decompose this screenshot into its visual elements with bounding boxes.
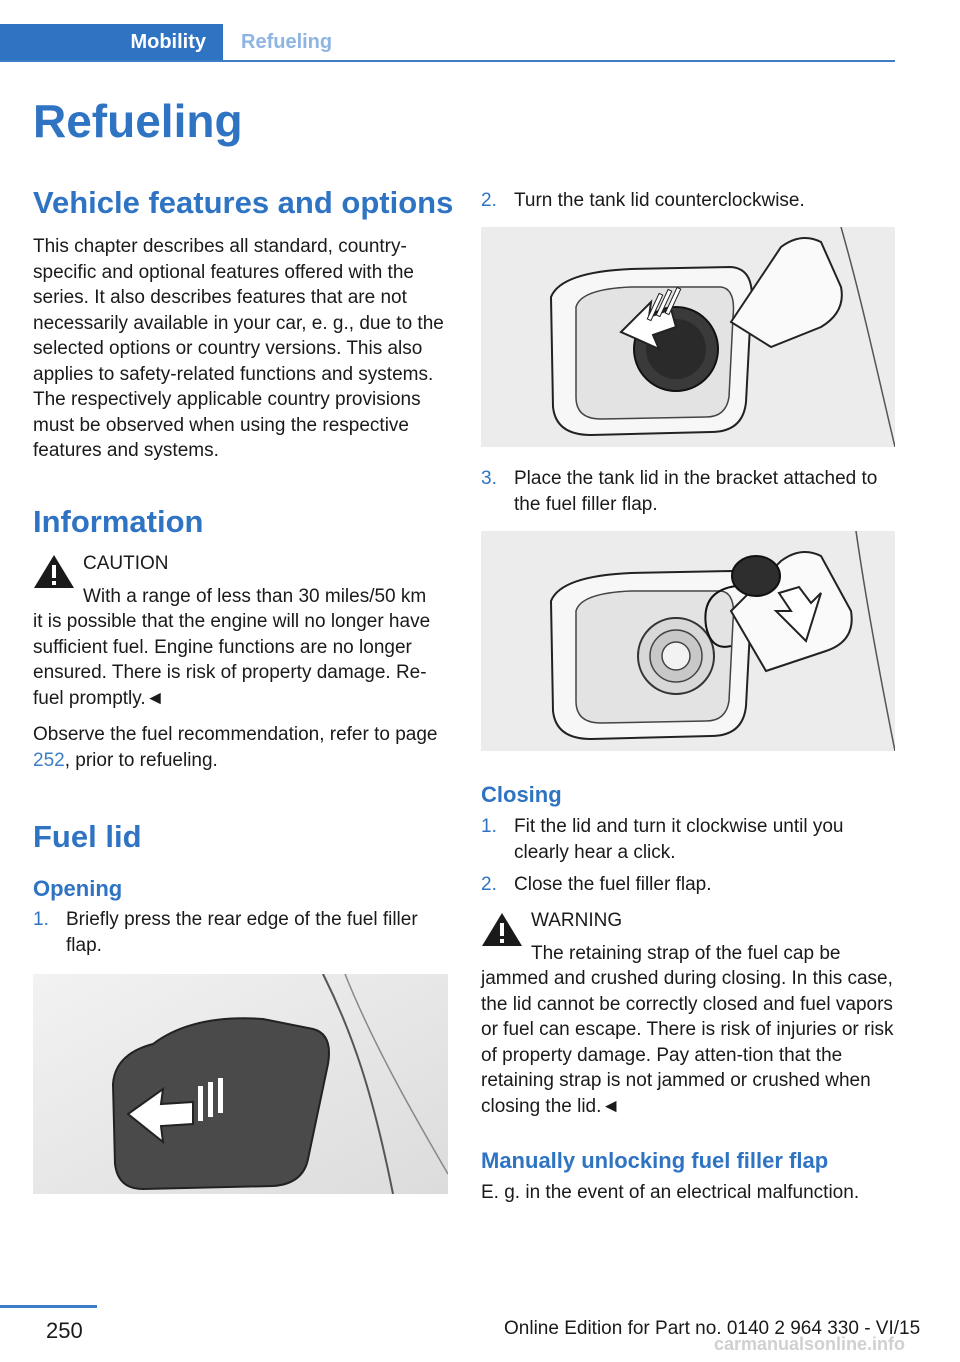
footer-rule — [0, 1305, 97, 1308]
page-number: 250 — [46, 1318, 83, 1343]
step-text: Close the fuel filler flap. — [514, 874, 712, 895]
tank-lid-turn-illustration — [481, 227, 895, 447]
tab-refueling[interactable]: Refueling — [241, 30, 333, 53]
step-number: 2. — [481, 190, 497, 211]
step-text: Fit the lid and turn it clockwise until you clearly hear a click. — [514, 816, 844, 863]
warning-triangle-icon — [33, 553, 75, 590]
heading-fuel-lid: Fuel lid — [33, 819, 142, 854]
manual-unlock-text: E. g. in the event of an electrical malfunction. — [481, 1182, 860, 1203]
warning-label: WARNING — [531, 910, 623, 931]
heading-opening: Opening — [33, 876, 123, 901]
warning-triangle-icon — [481, 911, 523, 948]
heading-information: Information — [33, 504, 204, 539]
page-link-252[interactable]: 252 — [33, 749, 65, 771]
fuel-recommendation-text — [33, 722, 453, 773]
step-number: 1. — [33, 909, 49, 930]
step-number: 2. — [481, 874, 497, 895]
warning-text-first-line: The retaining strap of the fuel cap be — [531, 943, 841, 964]
step-text: Place the tank lid in the bracket attached to the fuel filler flap. — [514, 468, 878, 515]
observe-suffix: , prior to refueling. — [64, 749, 218, 771]
edition-text: Online Edition for Part no. 0140 2 964 330 - VI/15 — [504, 1318, 921, 1339]
header-tab-bar — [0, 24, 895, 62]
vehicle-features-text: This chapter describes all standard, country-specific and optional features offered with the series. It also describes features that are not necessarily available in your car, e. g., due to the selected options or country versions. This also applies to safety-related functions and systems. The respectively applicable country provisions must be observed when using the respective features and systems. — [33, 236, 444, 461]
heading-manual-unlock: Manually unlocking fuel filler flap — [481, 1148, 829, 1173]
step-text: Briefly press the rear edge of the fuel filler flap. — [66, 909, 418, 956]
heading-closing: Closing — [481, 782, 562, 807]
tab-mobility[interactable]: Mobility — [0, 24, 223, 60]
caution-text-first-line: With a range of less than 30 miles/50 km — [83, 586, 427, 607]
caution-label: CAUTION — [83, 553, 169, 574]
step-number: 1. — [481, 816, 497, 837]
observe-prefix: Observe the fuel recommendation, refer to page — [33, 724, 438, 745]
watermark: carmanualsonline.info — [714, 1334, 906, 1354]
warning-text: jammed and crushed during closing. In this case, the lid cannot be correctly closed and fuel vapors or fuel can escape. There is risk of injuries or risk of property damage. Pay atten-tion that the retaining strap is not jammed or crushed when closing the lid.◄ — [481, 968, 894, 1117]
fuel-flap-press-illustration — [33, 974, 448, 1194]
step-number: 3. — [481, 468, 497, 489]
page-title: Refueling — [33, 95, 243, 147]
caution-text: it is possible that the engine will no longer have sufficient fuel. Engine functions are no longer ensured. There is risk of property damage. Re-fuel promptly.◄ — [33, 611, 431, 709]
tank-lid-bracket-illustration — [481, 531, 895, 751]
heading-vehicle-features: Vehicle features and options — [33, 185, 454, 220]
step-text: Turn the tank lid counterclockwise. — [514, 190, 805, 211]
